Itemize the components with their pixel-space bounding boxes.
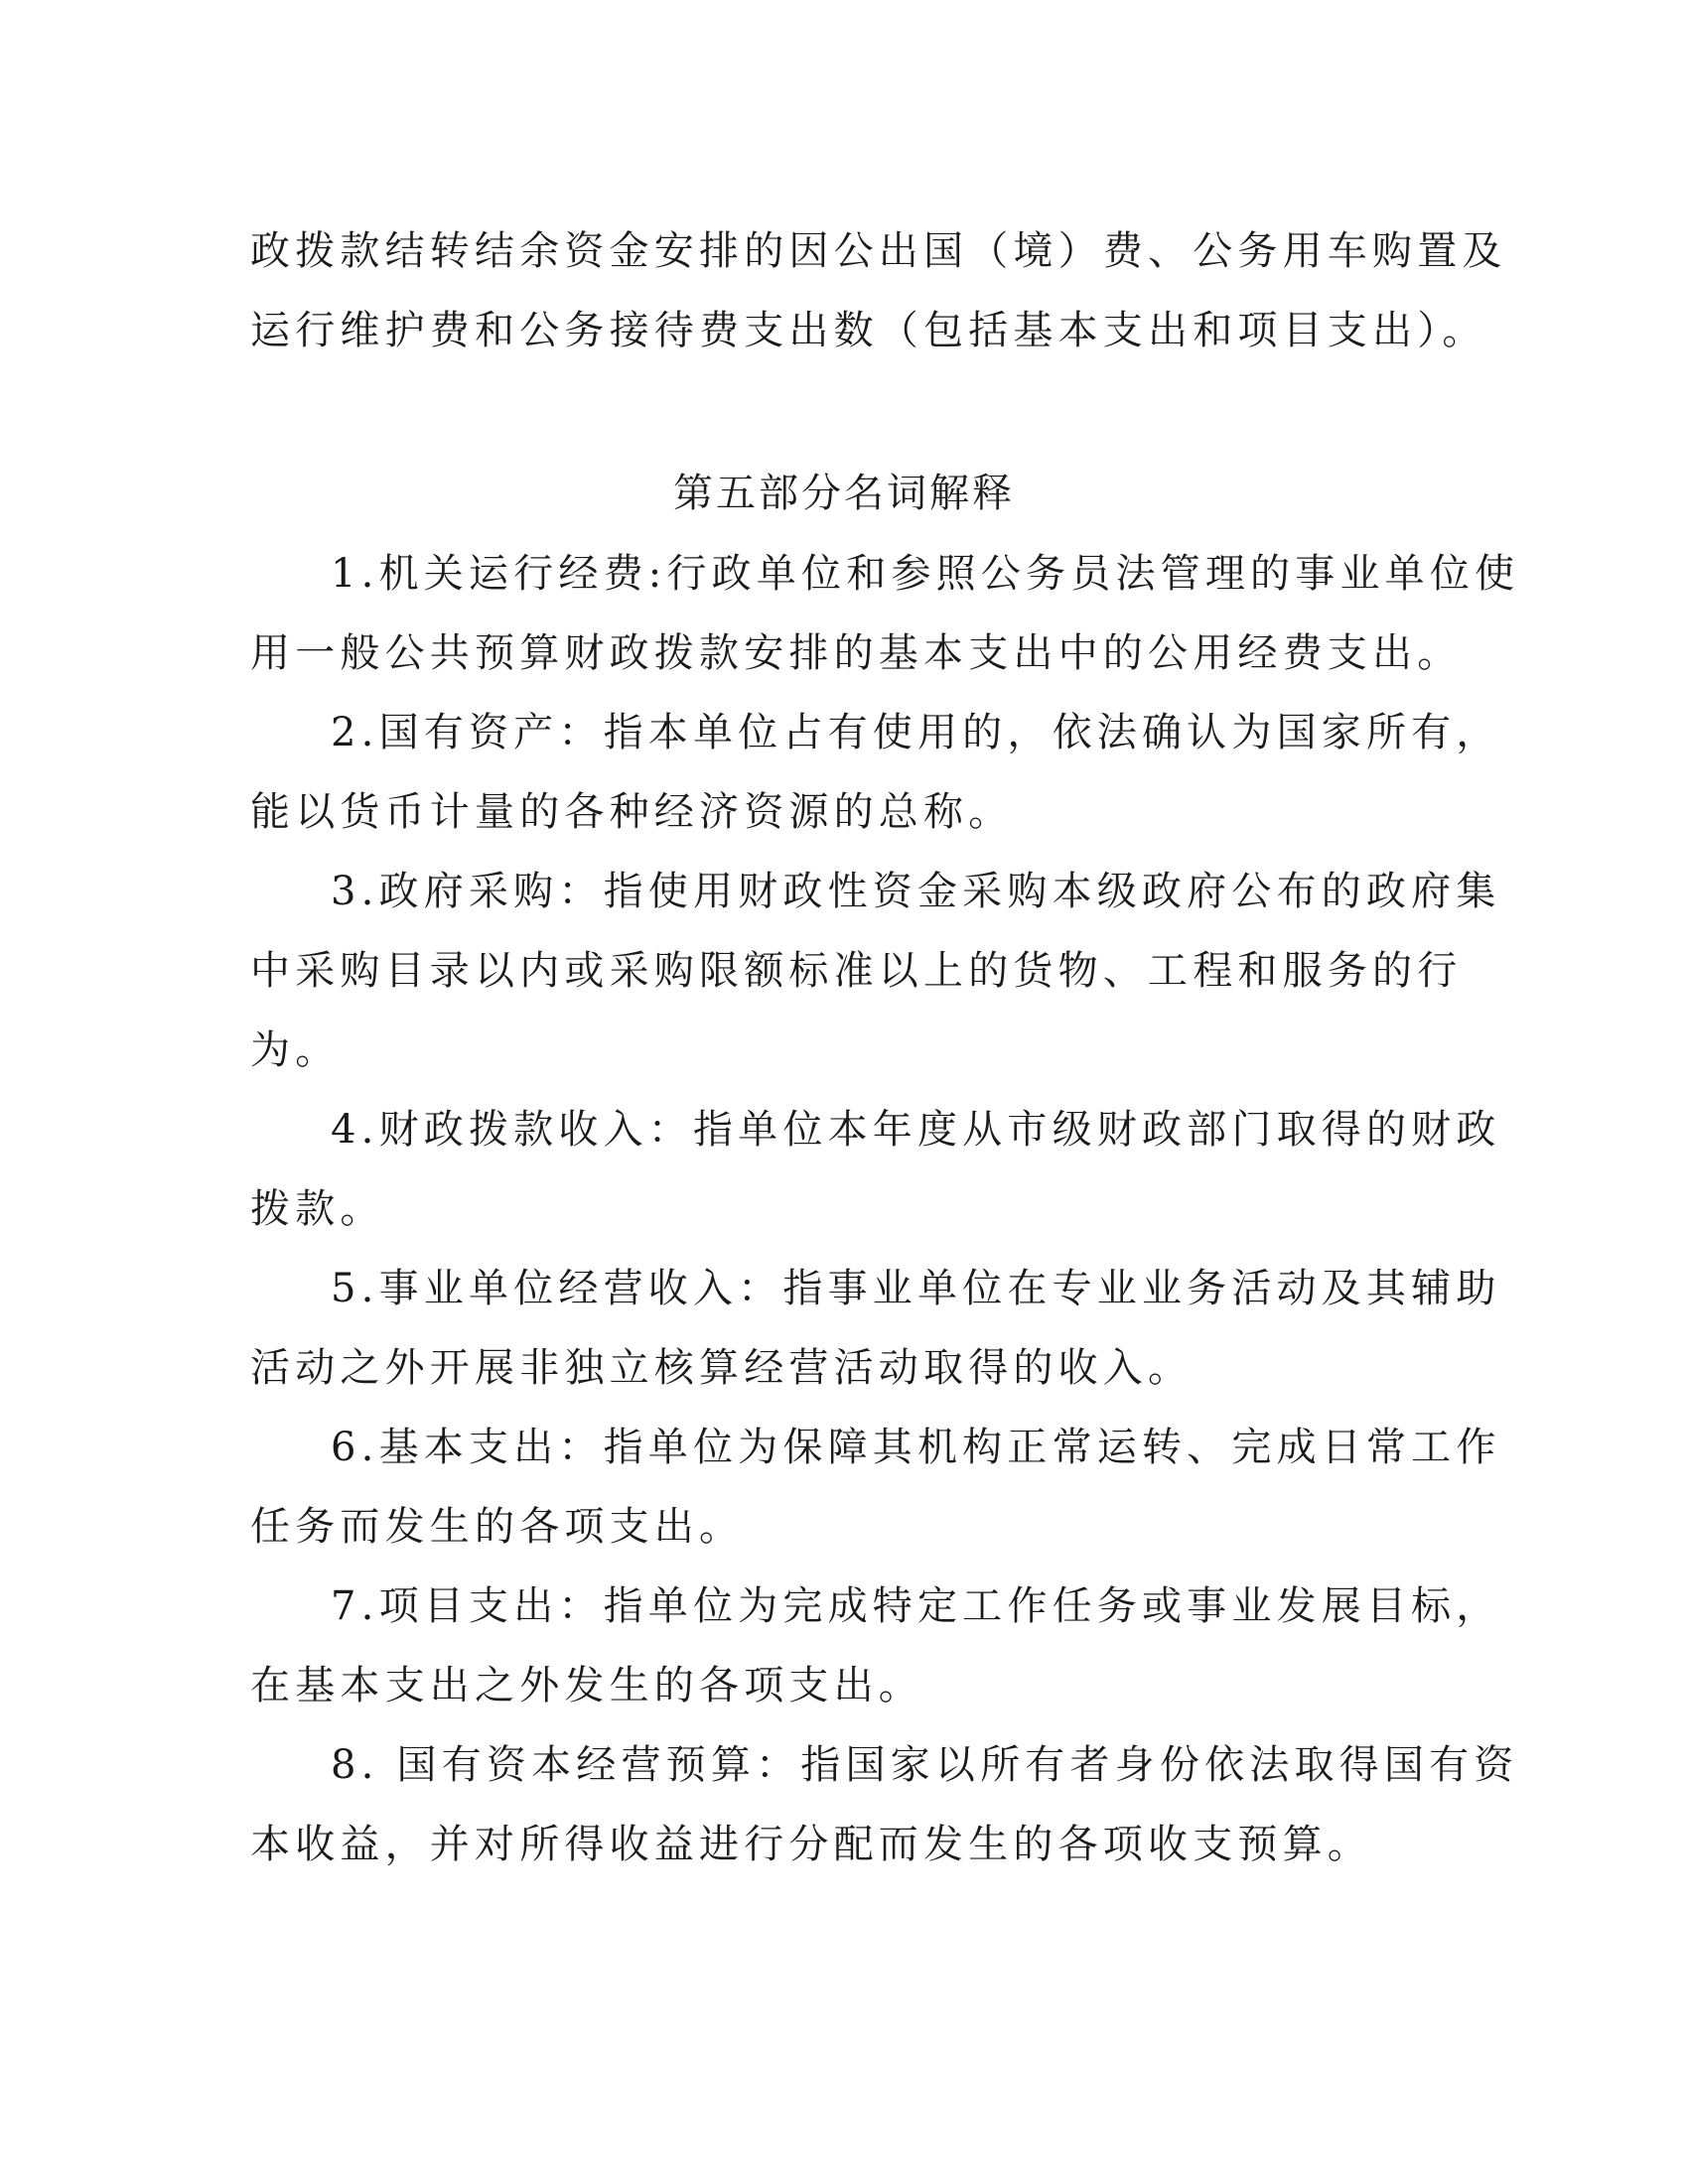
item-8-line-2: 本收益，并对所得收益进行分配而发生的各项收支预算。 — [250, 1822, 1372, 1867]
item-7-line-1: 7.项目支出：指单位为完成特定工作任务或事业发展目标， — [331, 1583, 1501, 1629]
item-6-line-2: 任务而发生的各项支出。 — [250, 1504, 745, 1550]
item-5-line-1: 5.事业单位经营收入：指事业单位在专业业务活动及其辅助 — [331, 1266, 1501, 1311]
item-7-line-2: 在基本支出之外发生的各项支出。 — [250, 1663, 923, 1708]
item-4-line-1: 4.财政拨款收入：指单位本年度从市级财政部门取得的财政 — [331, 1107, 1501, 1153]
section-title: 第五部分名词解释 — [673, 471, 1015, 516]
item-3-line-1: 3.政府采购：指使用财政性资金采购本级政府公布的政府集 — [331, 869, 1501, 914]
intro-line-1: 政拨款结转结余资金安排的因公出国（境）费、公务用车购置及 — [250, 228, 1507, 274]
item-3-line-3: 为。 — [250, 1027, 341, 1073]
item-3-line-2: 中采购目录以内或采购限额标准以上的货物、工程和服务的行 — [250, 948, 1463, 994]
item-8-line-1: 8. 国有资本经营预算：指国家以所有者身份依法取得国有资 — [331, 1742, 1519, 1788]
item-1-line-1: 1.机关运行经费:行政单位和参照公务员法管理的事业单位使 — [331, 551, 1520, 597]
item-2-line-2: 能以货币计量的各种经济资源的总称。 — [250, 789, 1014, 835]
item-2-line-1: 2.国有资产：指本单位占有使用的，依法确认为国家所有， — [331, 710, 1501, 755]
item-4-line-2: 拨款。 — [250, 1186, 385, 1232]
item-5-line-2: 活动之外开展非独立核算经营活动取得的收入。 — [250, 1345, 1194, 1391]
intro-line-2: 运行维护费和公务接待费支出数（包括基本支出和项目支出）。 — [250, 308, 1487, 353]
item-1-line-2: 用一般公共预算财政拨款安排的基本支出中的公用经费支出。 — [250, 630, 1463, 676]
item-6-line-1: 6.基本支出：指单位为保障其机构正常运转、完成日常工作 — [331, 1425, 1501, 1470]
